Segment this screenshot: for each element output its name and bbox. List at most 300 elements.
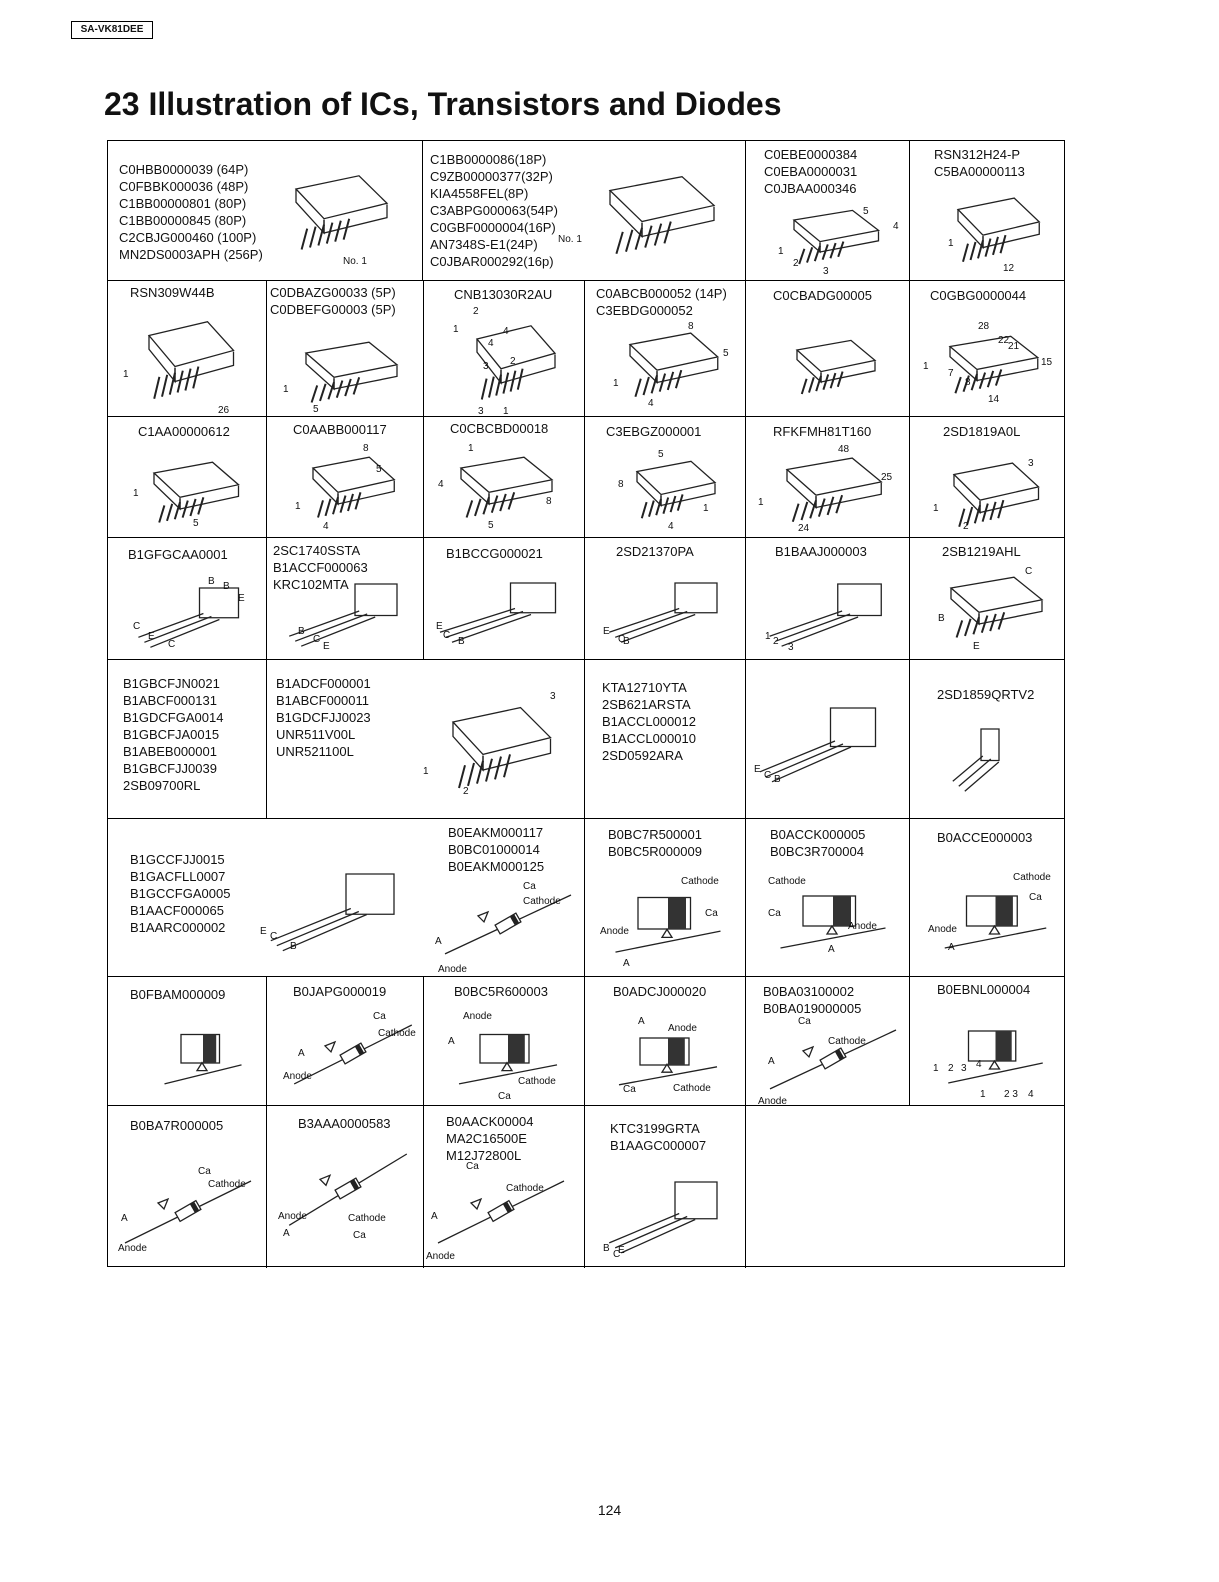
power-mini-mold-drawing <box>923 561 1063 651</box>
part-number-list <box>606 423 701 440</box>
part-number-list <box>130 1117 223 1134</box>
smd-diode-icon <box>593 866 743 971</box>
pin-label: Anode <box>928 924 957 935</box>
col-divider <box>745 1105 746 1268</box>
part-number: C1BB00000801 (80P) <box>119 196 247 211</box>
pin-label: Cathode <box>681 876 719 887</box>
col-divider <box>909 141 910 1105</box>
part-number-list <box>446 1113 533 1164</box>
pin-label: B <box>774 774 781 785</box>
pin-label: Anode <box>118 1243 147 1254</box>
part-number-list <box>448 824 544 875</box>
part-number: B0AACK00004 <box>446 1114 534 1129</box>
pin-label: A <box>283 1228 290 1239</box>
pin-label: 1 <box>933 503 939 514</box>
dpak-icon <box>773 326 893 406</box>
part-number: B0EBNL000004 <box>937 982 1031 997</box>
pin-label: 15 <box>1041 357 1053 368</box>
tsop-flash-drawing <box>758 441 903 536</box>
sip-bridge-icon <box>928 1001 1063 1101</box>
axial-diode-drawing <box>758 1011 908 1106</box>
pin-label: 8 <box>546 496 552 507</box>
pin-label: Ca <box>768 908 781 919</box>
led-icon <box>278 1131 418 1246</box>
part-number: 2SB09700RL <box>123 778 201 793</box>
pin-label: Ca <box>798 1016 811 1027</box>
part-number: 2SD0592ARA <box>602 748 683 763</box>
pin-label: 2 <box>948 1063 954 1074</box>
col-divider <box>422 141 423 280</box>
part-number: C0GBG0000044 <box>930 288 1027 303</box>
pin-label: 2 <box>963 521 969 532</box>
part-number: C0EBE0000384 <box>764 147 858 162</box>
pin-label: 48 <box>838 444 850 455</box>
row-divider <box>108 280 1064 281</box>
pin-label: 3 <box>823 266 829 277</box>
pin-label: Ca <box>623 1084 636 1095</box>
pin-label: Cathode <box>523 896 561 907</box>
dual-diode-icon <box>598 1011 738 1101</box>
part-number: C0JBAR000292(16p) <box>430 254 554 269</box>
part-number: C0HBB0000039 (64P) <box>119 162 249 177</box>
to92-long-drawing <box>758 566 903 656</box>
qfp-ic-icon <box>268 156 408 266</box>
part-number: B0FBAM000009 <box>130 987 226 1002</box>
pin-label: 1 <box>703 503 709 514</box>
sop8-flat-icon <box>433 441 573 531</box>
pin-label: E <box>973 641 980 652</box>
axial-diode-drawing <box>433 876 583 971</box>
pin-label: Ca <box>353 1230 366 1241</box>
part-number: B1ADCF000001 <box>276 676 371 691</box>
part-number: C0JBAA000346 <box>764 181 857 196</box>
pin-label: E <box>618 1245 625 1256</box>
part-number: B1GDCFJJ0023 <box>276 710 371 725</box>
pin-label: 1 <box>980 1089 986 1100</box>
part-number-list <box>119 161 263 263</box>
part-number: B1ABCF000131 <box>123 693 217 708</box>
hybrid-module-drawing <box>123 301 253 416</box>
pin-label: 1 <box>765 631 771 642</box>
pin-label: E <box>260 926 267 937</box>
pin-label: B <box>290 941 297 952</box>
row-divider <box>108 537 1064 538</box>
part-number: B0ACCK000005 <box>770 827 866 842</box>
pin-label: Cathode <box>518 1076 556 1087</box>
dual-transistor-smd-icon <box>128 571 258 656</box>
row-divider <box>108 1105 1064 1106</box>
pin-label: A <box>828 944 835 955</box>
part-number: B1GCCFJJ0015 <box>130 852 225 867</box>
part-number: C0EBA0000031 <box>764 164 858 179</box>
part-number: B0BA019000005 <box>763 1001 862 1016</box>
pin-label: E <box>603 626 610 637</box>
part-number: M12J72800L <box>446 1148 522 1163</box>
pin-label: A <box>298 1048 305 1059</box>
pin-label: C <box>1025 566 1033 577</box>
part-number-list <box>610 1120 706 1154</box>
part-number: C0FBBK000036 (48P) <box>119 179 249 194</box>
pin-label: Ca <box>705 908 718 919</box>
part-number: B1GACFLL0007 <box>130 869 226 884</box>
part-number: C0CBADG00005 <box>773 288 872 303</box>
pin-label: 5 <box>658 449 664 460</box>
sop8-flat-drawing <box>433 441 573 531</box>
smd-diode-icon <box>923 866 1068 966</box>
part-number: AN7348S-E1(24P) <box>430 237 538 252</box>
pin-label: 8 <box>688 321 694 332</box>
axial-diode-icon <box>426 1161 576 1261</box>
pin-label: Anode <box>278 1211 307 1222</box>
part-number-list <box>937 829 1032 846</box>
sip-module-drawing <box>933 181 1058 276</box>
pin-label: 26 <box>218 405 230 416</box>
part-number-list <box>770 826 865 860</box>
part-number-list <box>138 423 230 440</box>
pin-label: 12 <box>1003 263 1015 274</box>
pin-label: 8 <box>618 479 624 490</box>
part-number-list <box>270 284 396 318</box>
to92-long-icon <box>598 566 738 651</box>
to92-transistor-drawing <box>258 851 418 966</box>
part-number: B1ABCF000011 <box>276 693 369 708</box>
pin-label: 4 <box>438 479 444 490</box>
part-number-list <box>130 284 215 301</box>
part-number: B0BC5R000009 <box>608 844 702 859</box>
pin-label: 3 <box>483 361 489 372</box>
pin-label: 4 <box>1028 1089 1034 1100</box>
pin-label: A <box>448 1036 455 1047</box>
pin-label: A <box>948 942 955 953</box>
pin-label: 1 <box>423 766 429 777</box>
part-number: 2SB621ARSTA <box>602 697 691 712</box>
pin-label: Cathode <box>828 1036 866 1047</box>
pin-label: 1 <box>933 1063 939 1074</box>
sot23-large-icon <box>423 686 573 806</box>
to220-transistor-drawing <box>428 566 578 651</box>
col-divider <box>584 976 585 1268</box>
axial-diode-icon <box>433 876 583 975</box>
part-number-list <box>298 1115 391 1132</box>
pin-label: 5 <box>193 518 199 529</box>
part-number: B1BCCG000021 <box>446 546 543 561</box>
sop8-flat-drawing <box>613 446 733 531</box>
part-number-list <box>930 287 1026 304</box>
pin-label: 4 <box>893 221 899 232</box>
pin-label: 2 3 <box>1004 1089 1018 1100</box>
pin-label: 4 <box>976 1059 982 1070</box>
pin-label: 1 <box>923 361 929 372</box>
sop8-flat-icon <box>613 446 733 531</box>
power-mini-mold-icon <box>923 561 1063 651</box>
part-number: C1AA00000612 <box>138 424 230 439</box>
to92-transistor-icon <box>258 851 418 966</box>
pin-label: Cathode <box>378 1028 416 1039</box>
part-number: MN2DS0003APH (256P) <box>119 247 263 262</box>
pin-label: 3 <box>478 406 484 417</box>
pin-label: A <box>435 936 442 947</box>
part-number: RSN309W44B <box>130 285 215 300</box>
bridge-rectifier-icon <box>148 1006 258 1101</box>
part-number-list <box>775 543 867 560</box>
part-number: KRC102MTA <box>273 577 349 592</box>
part-number-list <box>596 285 727 319</box>
tsop-flash-icon <box>758 441 903 536</box>
part-number: 2SB1219AHL <box>942 544 1021 559</box>
col-divider <box>584 280 585 819</box>
pin-label: 24 <box>798 523 810 534</box>
row-divider <box>108 416 1064 417</box>
pin-label: 2 <box>510 356 516 367</box>
part-number: B0BC7R500001 <box>608 827 702 842</box>
pin-label: Anode <box>848 921 877 932</box>
pin-label: A <box>638 1016 645 1027</box>
pin-label: No. 1 <box>558 234 582 245</box>
part-number: B1GDCFGA0014 <box>123 710 224 725</box>
pin-label: E <box>238 593 245 604</box>
part-number: B0ADCJ000020 <box>613 984 707 999</box>
smd-diode-drawing <box>593 866 743 971</box>
pin-label: Cathode <box>348 1213 386 1224</box>
smd-regulator-drawing <box>768 196 898 276</box>
col-divider <box>584 818 585 976</box>
pin-label: 5 <box>313 404 319 415</box>
part-number-list <box>128 546 228 563</box>
part-number-list <box>293 421 387 438</box>
pin-label: 4 <box>503 326 509 337</box>
part-number: B1ACCL000010 <box>602 731 696 746</box>
pin-label: Cathode <box>506 1183 544 1194</box>
pin-label: C <box>443 630 451 641</box>
part-number-list <box>613 983 706 1000</box>
axial-diode-icon <box>758 1011 908 1106</box>
sot23-drawing <box>928 446 1058 541</box>
part-number: 2SD21370PA <box>616 544 694 559</box>
pin-label: 2 <box>463 786 469 797</box>
qfp-ic-drawing <box>268 156 408 266</box>
to220-transistor-icon <box>428 566 578 651</box>
pin-label: 1 <box>758 497 764 508</box>
part-number: B0BA7R000005 <box>130 1118 224 1133</box>
pin-label: 3 <box>788 642 794 653</box>
part-number: C0AABB000117 <box>293 422 387 437</box>
part-number: B3AAA0000583 <box>298 1116 391 1131</box>
part-number: B0BC3R700004 <box>770 844 864 859</box>
part-number-list <box>446 545 543 562</box>
pin-label: Anode <box>463 1011 492 1022</box>
hsop-ic-drawing <box>603 316 738 411</box>
to263-5pin-drawing <box>278 326 418 416</box>
part-number: B0ACCE000003 <box>937 830 1033 845</box>
pin-label: Ca <box>498 1091 511 1102</box>
part-number: C1BB00000845 (80P) <box>119 213 247 228</box>
col-divider <box>423 976 424 1268</box>
pin-label: 1 <box>123 369 129 380</box>
part-number-list <box>450 420 548 437</box>
pin-label: 1 <box>503 406 509 417</box>
pin-label: C <box>313 634 321 645</box>
pin-label: Cathode <box>768 876 806 887</box>
pin-label: Cathode <box>1013 872 1051 883</box>
sip-module-icon <box>933 181 1058 276</box>
part-number: C0DBAZG00033 (5P) <box>270 285 396 300</box>
pin-label: A <box>431 1211 438 1222</box>
page-number: 124 <box>597 1502 622 1518</box>
mini-mold-diode-icon <box>438 1006 578 1101</box>
pin-label: Anode <box>426 1251 455 1262</box>
part-number-list <box>608 826 702 860</box>
part-number-list <box>937 981 1030 998</box>
part-number: B1GBCFJN0021 <box>123 676 220 691</box>
part-number: B0BC01000014 <box>448 842 540 857</box>
sop8-icon <box>288 441 413 531</box>
part-number: B1AAGC000007 <box>610 1138 707 1153</box>
axial-diode-icon <box>113 1161 263 1261</box>
pin-label: 3 <box>961 1063 967 1074</box>
mini-mold-diode-icon <box>758 866 908 966</box>
part-number: RSN312H24-P <box>934 147 1020 162</box>
pin-label: Ca <box>373 1011 386 1022</box>
part-number-list <box>773 423 871 440</box>
pin-label: 22 <box>998 335 1010 346</box>
pin-label: 25 <box>881 472 893 483</box>
part-number-list <box>293 983 386 1000</box>
pin-label: C <box>270 931 278 942</box>
mini-mold-diode-drawing <box>438 1006 578 1101</box>
pin-label: B <box>938 613 945 624</box>
component-grid <box>107 140 1065 1267</box>
part-number: C1BB0000086(18P) <box>430 152 547 167</box>
pin-label: 3 <box>1028 458 1034 469</box>
col-divider <box>266 280 267 819</box>
pin-label: Anode <box>668 1023 697 1034</box>
model-number-box: SA-VK81DEE <box>71 21 153 39</box>
pin-label: E <box>436 621 443 632</box>
part-number: B0BA03100002 <box>763 984 855 999</box>
dpak-drawing <box>773 326 893 406</box>
to92-transistor-icon <box>278 566 418 656</box>
pin-label: 5 <box>863 206 869 217</box>
part-number: C0GBF0000004(16P) <box>430 220 556 235</box>
pin-label: 4 <box>668 521 674 532</box>
pin-label: Anode <box>438 964 467 975</box>
photo-interrupter-icon <box>453 306 573 416</box>
pin-label: Ca <box>523 881 536 892</box>
pin-label: 21 <box>1008 341 1020 352</box>
row-divider <box>108 976 1064 977</box>
part-number: B0JAPG000019 <box>293 984 387 999</box>
to263-5pin-icon <box>278 326 418 416</box>
part-number: 2SD1859QRTV2 <box>937 687 1035 702</box>
part-number: B0EAKM000117 <box>448 825 544 840</box>
pin-label: 14 <box>988 394 1000 405</box>
pin-label: 1 <box>948 238 954 249</box>
pin-label: Anode <box>283 1071 312 1082</box>
part-number: RFKFMH81T160 <box>773 424 872 439</box>
pin-label: Ca <box>1029 892 1042 903</box>
dual-transistor-smd-drawing <box>128 571 258 656</box>
pin-label: 5 <box>376 464 382 475</box>
pin-label: A <box>768 1056 775 1067</box>
part-number: UNR521100L <box>276 744 354 759</box>
part-number: C3EBGZ000001 <box>606 424 702 439</box>
sip-5pin-icon <box>128 446 258 536</box>
pin-label: 1 <box>778 246 784 257</box>
part-number: B1GBCFJA0015 <box>123 727 220 742</box>
pin-label: E <box>754 764 761 775</box>
part-number: B0EAKM000125 <box>448 859 545 874</box>
part-number: B1GCCFGA0005 <box>130 886 231 901</box>
pin-label: 4 <box>648 398 654 409</box>
pin-label: 28 <box>978 321 990 332</box>
pin-label: Anode <box>758 1096 787 1107</box>
hsop-ic-icon <box>603 316 738 411</box>
part-number: B1ACCL000012 <box>602 714 696 729</box>
to92-transistor-icon <box>598 1161 738 1266</box>
pin-label: Anode <box>600 926 629 937</box>
sot23-large-drawing <box>423 686 573 806</box>
to126-transistor-drawing <box>948 711 1008 801</box>
part-number-list <box>430 151 558 270</box>
part-number: B1AARC000002 <box>130 920 226 935</box>
part-number: MA2C16500E <box>446 1131 527 1146</box>
pin-label: E <box>323 641 330 652</box>
pin-label: 2 <box>473 306 479 317</box>
part-number: C0ABCB000052 (14P) <box>596 286 727 301</box>
pin-label: C <box>613 1249 621 1260</box>
part-number-list <box>943 423 1020 440</box>
part-number-list <box>130 851 230 936</box>
pin-label: 1 <box>453 324 459 335</box>
part-number: B1AACF000065 <box>130 903 224 918</box>
part-number: C9ZB00000377(32P) <box>430 169 553 184</box>
axial-diode-drawing <box>426 1161 576 1261</box>
part-number: C2CBJG000460 (100P) <box>119 230 257 245</box>
pin-label: C <box>168 639 176 650</box>
page-title: 23 Illustration of ICs, Transistors and Diodes <box>104 86 782 122</box>
sot23-icon <box>928 446 1058 541</box>
part-number: C0DBEFG00003 (5P) <box>270 302 396 317</box>
part-number-list <box>454 983 548 1000</box>
part-number: B1GFGCAA0001 <box>128 547 228 562</box>
to92-transistor-icon <box>748 686 898 796</box>
pin-label: 4 <box>323 521 329 532</box>
pin-label: 1 <box>613 378 619 389</box>
pin-label: A <box>121 1213 128 1224</box>
part-number: B1ACCF000063 <box>273 560 368 575</box>
pin-label: C <box>764 770 772 781</box>
pin-label: 2 <box>793 258 799 269</box>
pin-label: 5 <box>723 348 729 359</box>
part-number: UNR511V00L <box>276 727 356 742</box>
row-divider <box>108 818 1064 819</box>
smd-regulator-icon <box>768 196 898 276</box>
pin-label: 3 <box>550 691 556 702</box>
part-number: KIA4558FEL(8P) <box>430 186 529 201</box>
pin-label: 2 <box>773 636 779 647</box>
pin-label: Cathode <box>673 1083 711 1094</box>
pin-label: B <box>223 581 230 592</box>
bridge-rectifier-drawing <box>148 1006 258 1101</box>
sip-bridge-drawing <box>928 1001 1063 1101</box>
pin-label: B <box>208 576 215 587</box>
part-number: B1BAAJ000003 <box>775 544 867 559</box>
part-number-list <box>937 686 1034 703</box>
part-number-list <box>934 146 1025 180</box>
hsop-large-icon <box>923 321 1058 406</box>
pin-label: 5 <box>488 520 494 531</box>
part-number: 2SD1819A0L <box>943 424 1021 439</box>
